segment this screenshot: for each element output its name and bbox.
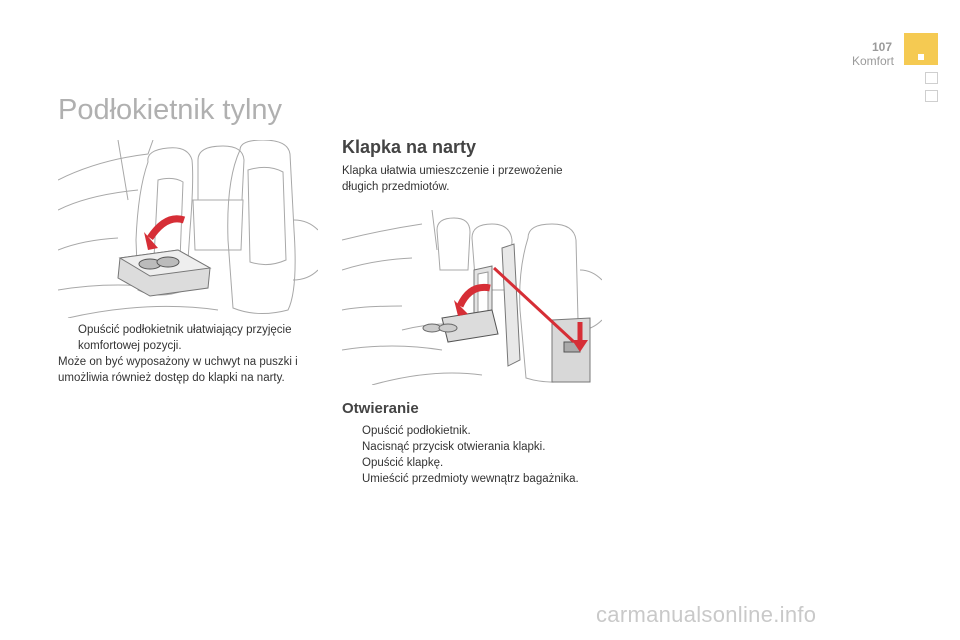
left-text xyxy=(58,322,326,386)
note-text: Może on być wyposażony w uchwyt na puszki i umożliwia również dostęp do klapki na narty. xyxy=(58,356,298,384)
list-item: Umieścić przedmioty wewnątrz bagażnika. xyxy=(362,473,579,485)
instruction-text: Opuścić podłokietnik ułatwiający przyjęcie komfortowej pozycji. xyxy=(78,324,292,352)
chapter-tab[interactable] xyxy=(925,72,938,84)
chapter-label: Komfort xyxy=(851,54,894,68)
page-title: Podłokietnik tylny xyxy=(58,94,283,126)
chapter-tab[interactable] xyxy=(925,90,938,102)
tab-marker xyxy=(918,54,924,60)
list-item: Opuścić klapkę. xyxy=(362,457,444,469)
arrow-icon xyxy=(150,219,184,238)
rear-armrest-illustration xyxy=(58,140,318,318)
list-item: Opuścić podłokietnik. xyxy=(362,425,471,437)
ski-flap-intro: Klapka ułatwia umieszczenie i przewożenie długich przedmiotów. xyxy=(342,165,563,193)
chapter-tab-active[interactable] xyxy=(904,33,938,65)
page-number: 107 xyxy=(871,40,892,54)
instruction-item xyxy=(58,322,326,354)
section-title: Klapka na narty xyxy=(342,137,477,157)
subsection-title: Otwieranie xyxy=(342,400,419,417)
watermark: carmanualsonline.info xyxy=(596,602,817,627)
list-item: Nacisnąć przycisk otwierania klapki. xyxy=(362,441,546,453)
ski-flap-illustration xyxy=(342,210,602,385)
steps-list xyxy=(342,423,642,487)
